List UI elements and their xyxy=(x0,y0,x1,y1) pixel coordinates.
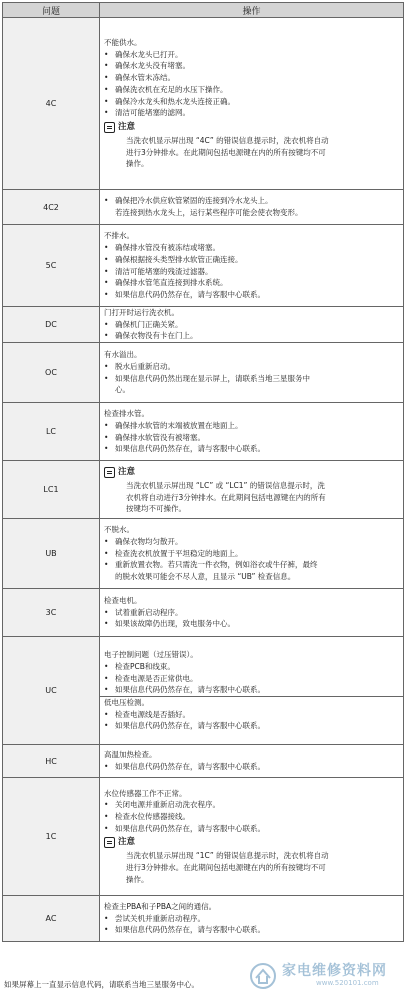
note-text: 当洗衣机显示屏出现 “1C” 的错误信息提示时，洗衣机将自动 xyxy=(126,851,329,861)
bullet-text-block xyxy=(115,913,401,925)
bullet-item xyxy=(104,96,401,108)
table-row xyxy=(3,519,404,589)
bullet-icon: • xyxy=(104,420,109,430)
watermark-url: www.520101.com xyxy=(316,979,379,987)
error-code: DC xyxy=(3,307,100,343)
table-row xyxy=(3,745,404,778)
bullet-icon: • xyxy=(104,373,109,383)
bullet-text-block xyxy=(115,548,401,560)
table-row xyxy=(3,307,404,343)
bullet-text-block xyxy=(115,811,401,823)
error-code: LC xyxy=(3,403,100,461)
bullet-icon: • xyxy=(104,444,109,454)
bullet-icon: • xyxy=(104,721,109,731)
bullet-text: 如果信息代码仍然存在，请与客服中心联系。 xyxy=(115,925,265,935)
bullet-item xyxy=(104,811,401,823)
bullet-item xyxy=(104,266,401,278)
bullet-text: 确保机门正确关紧。 xyxy=(115,319,183,329)
bullet-text-block xyxy=(115,536,401,548)
bullet-icon: • xyxy=(104,196,109,206)
bullet-text-block xyxy=(115,618,401,630)
table-row xyxy=(3,637,404,745)
bullet-text: 确保排水软管没有被堵塞。 xyxy=(115,432,205,442)
note-icon xyxy=(104,837,115,848)
bullet-text-block xyxy=(115,195,401,218)
description-text: 水位传感器工作不正常。 xyxy=(104,788,187,798)
bullet-icon: • xyxy=(104,361,109,371)
bullet-text: 如果该故障仍出现，致电服务中心。 xyxy=(115,619,235,629)
bullet-text-block xyxy=(115,96,401,108)
bullet-text-block xyxy=(115,661,401,673)
table-row xyxy=(3,896,404,942)
bullet-item xyxy=(104,277,401,289)
bullet-text-block xyxy=(115,72,401,84)
bullet-icon: • xyxy=(104,709,109,719)
bullet-icon: • xyxy=(104,560,109,570)
bullet-icon: • xyxy=(104,61,109,71)
bullet-text: 如果信息代码仍然存在，请与客服中心联系。 xyxy=(115,762,265,772)
bullet-item xyxy=(104,536,401,548)
bullet-text: 确保根据接头类型排水软管正确连接。 xyxy=(115,254,243,264)
bullet-text: 若连接到热水龙头上，运行某些程序可能会使衣物变形。 xyxy=(115,208,303,217)
bullet-item xyxy=(104,913,401,925)
error-code: LC1 xyxy=(3,461,100,519)
bullet-text-block xyxy=(115,420,401,432)
note-icon xyxy=(104,122,115,133)
note-label: 注意 xyxy=(118,837,136,848)
bullet-text: 检查PCB和线束。 xyxy=(115,661,175,671)
bullet-text: 清洁可能堵塞的滤网。 xyxy=(115,108,190,118)
bullet-item xyxy=(104,673,401,685)
bullet-text: 如果信息代码仍然出现在显示屏上，请联系当地三星服务中 xyxy=(115,373,310,383)
bullet-item xyxy=(104,330,401,342)
operation-cell xyxy=(100,225,404,307)
bullet-text-block xyxy=(115,684,401,696)
bullet-item xyxy=(104,709,401,721)
bullet-item xyxy=(104,254,401,266)
description-text: 不能供水。 xyxy=(104,37,142,47)
operation-cell xyxy=(100,307,404,343)
note-text: 操作。 xyxy=(126,874,149,884)
bullet-text: 检查洗衣机放置于平坦稳定的地面上。 xyxy=(115,548,243,558)
bullet-item xyxy=(104,607,401,619)
error-code: 4C xyxy=(3,18,100,190)
bullet-text-block xyxy=(115,330,401,342)
note-text: 操作。 xyxy=(126,159,149,169)
bullet-item xyxy=(104,684,401,696)
bullet-text: 清洁可能堵塞的残渣过滤器。 xyxy=(115,266,213,276)
table-row xyxy=(3,461,404,519)
watermark-logo-icon xyxy=(248,962,278,990)
sub-section xyxy=(100,696,403,709)
operation-cell xyxy=(100,637,404,745)
bullet-icon: • xyxy=(104,925,109,935)
error-code-table-container xyxy=(2,2,403,942)
note-body xyxy=(104,135,401,170)
operation-cell xyxy=(100,896,404,942)
bullet-item xyxy=(104,720,401,732)
bullet-text: 检查电源线是否插好。 xyxy=(115,709,190,719)
error-code: 3C xyxy=(3,589,100,637)
bullet-text: 如果信息代码仍然存在，请与客服中心联系。 xyxy=(115,289,265,299)
bullet-text: 如果信息代码仍然存在，请与客服中心联系。 xyxy=(115,721,265,731)
bullet-text-block xyxy=(115,720,401,732)
bullet-text: 确保衣物均匀散开。 xyxy=(115,537,183,547)
bullet-text-block xyxy=(115,709,401,721)
bullet-text: 重新放置衣物。若只需洗一件衣物，例如浴衣或牛仔裤，最终 xyxy=(115,560,318,570)
bullet-text-block xyxy=(115,799,401,811)
description-text: 检查主PBA和子PBA之间的通信。 xyxy=(104,902,217,912)
bullet-icon: • xyxy=(104,823,109,833)
bullet-text-block xyxy=(115,673,401,685)
bullet-text: 检查水位传感器接线。 xyxy=(115,812,190,822)
bullet-icon: • xyxy=(104,812,109,822)
bullet-text: 检查电源是否正常供电。 xyxy=(115,673,198,683)
bullet-item xyxy=(104,289,401,301)
note-text: 当洗衣机显示屏出现 “LC” 或 “LC1” 的错误信息提示时，洗 xyxy=(126,481,325,491)
operation-cell xyxy=(100,343,404,403)
table-row xyxy=(3,778,404,896)
bullet-text: 脱水后重新启动。 xyxy=(115,361,175,371)
bullet-item xyxy=(104,195,401,218)
bullet-icon: • xyxy=(104,73,109,83)
bullet-text: 确保洗衣机在充足的水压下操作。 xyxy=(115,84,228,94)
operation-cell xyxy=(100,461,404,519)
bullet-icon: • xyxy=(104,278,109,288)
bullet-text: 如果信息代码仍然存在，请与客服中心联系。 xyxy=(115,823,265,833)
bullet-text: 尝试关机并重新启动程序。 xyxy=(115,913,205,923)
error-code: 1C xyxy=(3,778,100,896)
description-text: 高温加热检查。 xyxy=(104,750,157,760)
bullet-text: 确保水龙头已打开。 xyxy=(115,49,183,59)
bullet-item xyxy=(104,432,401,444)
bullet-icon: • xyxy=(104,661,109,671)
bullet-text: 确保把冷水供应软管紧固的连接到冷水龙头上。 xyxy=(115,196,273,206)
bullet-item xyxy=(104,49,401,61)
bullet-text-block xyxy=(115,443,401,455)
operation-cell xyxy=(100,778,404,896)
bullet-text: 确保排水软管的末端被放置在地面上。 xyxy=(115,420,243,430)
table-row xyxy=(3,18,404,190)
bullet-text: 确保冷水龙头和热水龙头连接正确。 xyxy=(115,96,235,106)
note-text: 当洗衣机显示屏出现 “4C” 的错误信息提示时，洗衣机将自动 xyxy=(126,135,329,145)
bullet-icon: • xyxy=(104,607,109,617)
bullet-text-block xyxy=(115,242,401,254)
note-label: 注意 xyxy=(118,121,136,132)
bullet-icon: • xyxy=(104,537,109,547)
bullet-item xyxy=(104,823,401,835)
bullet-text-block xyxy=(115,432,401,444)
bullet-text: 确保水龙头没有堵塞。 xyxy=(115,61,190,71)
bullet-icon: • xyxy=(104,619,109,629)
bullet-icon: • xyxy=(104,548,109,558)
bullet-item xyxy=(104,242,401,254)
description-text: 不脱水。 xyxy=(104,525,134,535)
operation-cell xyxy=(100,190,404,225)
bullet-text: 确保水管未冻结。 xyxy=(115,73,175,83)
bullet-icon: • xyxy=(104,673,109,683)
bullet-icon: • xyxy=(104,254,109,264)
bullet-text-block xyxy=(115,823,401,835)
bullet-item xyxy=(104,443,401,455)
bullet-icon: • xyxy=(104,762,109,772)
bullet-text-block xyxy=(115,361,401,373)
watermark xyxy=(244,958,404,994)
bullet-item xyxy=(104,799,401,811)
bullet-text-block xyxy=(115,60,401,72)
table-row xyxy=(3,403,404,461)
error-code: OC xyxy=(3,343,100,403)
bullet-text: 确保衣物没有卡在门上。 xyxy=(115,331,198,341)
bullet-item xyxy=(104,761,401,773)
bullet-icon: • xyxy=(104,685,109,695)
bullet-icon: • xyxy=(104,331,109,341)
bullet-text-block xyxy=(115,266,401,278)
table-row xyxy=(3,190,404,225)
column-header-operation: 操作 xyxy=(100,3,404,18)
watermark-text: 家电维修资料网 xyxy=(282,963,387,979)
bullet-text-block xyxy=(115,924,401,936)
bullet-item xyxy=(104,618,401,630)
bullet-item xyxy=(104,661,401,673)
bullet-icon: • xyxy=(104,432,109,442)
note-text: 进行3分钟排水。在此期间包括电源键在内的所有按键均不可 xyxy=(126,863,326,873)
note-heading xyxy=(104,835,401,850)
bullet-item xyxy=(104,60,401,72)
bullet-text: 心。 xyxy=(115,385,130,395)
bullet-text-block xyxy=(115,607,401,619)
operation-cell xyxy=(100,589,404,637)
note-text: 按键均不可操作。 xyxy=(126,504,186,514)
table-header-row xyxy=(3,3,404,18)
bullet-item xyxy=(104,559,401,582)
description-text: 低电压检测。 xyxy=(104,697,149,707)
bullet-icon: • xyxy=(104,96,109,106)
note-body xyxy=(104,850,401,885)
bullet-icon: • xyxy=(104,243,109,253)
operation-cell xyxy=(100,403,404,461)
error-code: 5C xyxy=(3,225,100,307)
error-code: AC xyxy=(3,896,100,942)
bullet-item xyxy=(104,72,401,84)
bullet-text-block xyxy=(115,107,401,119)
bullet-item xyxy=(104,319,401,331)
bullet-item xyxy=(104,107,401,119)
description-text: 检查电机。 xyxy=(104,596,142,606)
bullet-item xyxy=(104,84,401,96)
bullet-icon: • xyxy=(104,289,109,299)
note-heading xyxy=(104,120,401,135)
error-code: UB xyxy=(3,519,100,589)
note-text: 进行3分钟排水。在此期间包括电源键在内的所有按键均不可 xyxy=(126,147,326,157)
bullet-text-block xyxy=(115,373,401,396)
bullet-text-block xyxy=(115,277,401,289)
bullet-text: 确保排水管笔直连接到排水系统。 xyxy=(115,278,228,288)
note-body xyxy=(104,480,401,515)
note-heading xyxy=(104,465,401,480)
description-text: 有水溢出。 xyxy=(104,350,142,360)
bullet-text-block xyxy=(115,49,401,61)
bullet-text: 关闭电源并重新启动洗衣程序。 xyxy=(115,800,220,810)
table-row xyxy=(3,589,404,637)
bullet-text-block xyxy=(115,319,401,331)
bullet-icon: • xyxy=(104,84,109,94)
bullet-item xyxy=(104,373,401,396)
error-code: 4C2 xyxy=(3,190,100,225)
note-text: 衣机将自动进行3分钟排水。在此期间包括电源键在内的所有 xyxy=(126,492,326,502)
footer-note: 如果屏幕上一直显示信息代码，请联系当地三星服务中心。 xyxy=(4,980,199,989)
bullet-text: 确保排水管没有被冻结或堵塞。 xyxy=(115,243,220,253)
error-code-table xyxy=(2,2,404,942)
bullet-item xyxy=(104,420,401,432)
bullet-item xyxy=(104,548,401,560)
description-text: 电子控制问题（过压错误）。 xyxy=(104,650,198,660)
note-label: 注意 xyxy=(118,466,136,477)
table-body xyxy=(3,18,404,942)
operation-cell xyxy=(100,519,404,589)
bullet-text: 如果信息代码仍然存在，请与客服中心联系。 xyxy=(115,685,265,695)
description-text: 检查排水管。 xyxy=(104,409,149,419)
bullet-icon: • xyxy=(104,913,109,923)
bullet-text-block xyxy=(115,761,401,773)
bullet-text-block xyxy=(115,84,401,96)
bullet-text-block xyxy=(115,254,401,266)
bullet-text: 的脱水效果可能会不尽人意，且显示 “UB” 检查信息。 xyxy=(115,572,296,582)
bullet-item xyxy=(104,361,401,373)
bullet-text: 试着重新启动程序。 xyxy=(115,607,183,617)
bullet-icon: • xyxy=(104,319,109,329)
bullet-item xyxy=(104,924,401,936)
bullet-icon: • xyxy=(104,800,109,810)
bullet-text: 如果信息代码仍然存在，请与客服中心联系。 xyxy=(115,444,265,454)
bullet-icon: • xyxy=(104,108,109,118)
error-code: HC xyxy=(3,745,100,778)
bullet-icon: • xyxy=(104,49,109,59)
note-icon xyxy=(104,467,115,478)
bullet-text-block xyxy=(115,289,401,301)
table-row xyxy=(3,343,404,403)
bullet-icon: • xyxy=(104,266,109,276)
error-code: UC xyxy=(3,637,100,745)
description-text: 不排水。 xyxy=(104,231,134,241)
bullet-text-block xyxy=(115,559,401,582)
operation-cell xyxy=(100,745,404,778)
operation-cell xyxy=(100,18,404,190)
table-row xyxy=(3,225,404,307)
column-header-problem: 问题 xyxy=(3,3,100,18)
description-text: 门打开时运行洗衣机。 xyxy=(104,308,179,317)
